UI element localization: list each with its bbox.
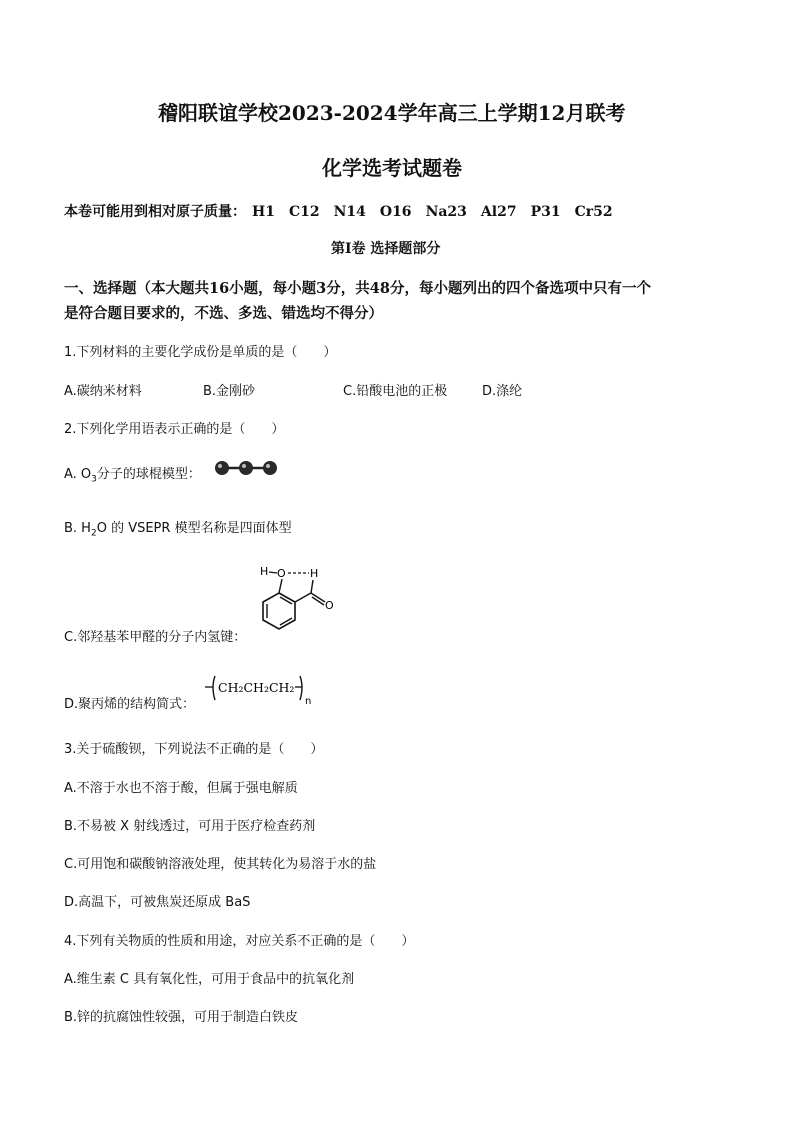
struct-o2-label: O	[325, 599, 334, 612]
ozone-ball-stick-model	[210, 459, 280, 479]
struct-o1-label: O	[277, 567, 286, 580]
mass-cr: Cr52	[574, 204, 613, 220]
q1-option-d: D.涤纶	[482, 384, 523, 399]
q1-option-c: C.铅酸电池的正极	[343, 384, 448, 399]
q2-a-pre: A. O	[64, 467, 92, 482]
atomic-mass-label: 本卷可能用到相对原子质量：	[64, 204, 246, 220]
q1-stem: 1.下列材料的主要化学成份是单质的是（ ）	[64, 345, 337, 360]
q4-option-b: B.锌的抗腐蚀性较强，可用于制造白铁皮	[64, 1010, 299, 1025]
struct-h1-label: H	[260, 565, 269, 578]
q2-option-a	[64, 463, 201, 485]
mass-n: N14	[333, 204, 366, 220]
mass-na: Na23	[425, 204, 467, 220]
q2-b-pre: B. H	[64, 521, 91, 536]
polypropylene-structure	[205, 673, 315, 705]
q2-stem: 2.下列化学用语表示正确的是（ ）	[64, 422, 285, 437]
q1-option-a: A.碳纳米材料	[64, 384, 142, 399]
q2-b-sub: 2	[90, 528, 97, 539]
q4-option-a: A.维生素 C 具有氧化性，可用于食品中的抗氧化剂	[64, 972, 355, 987]
polymer-unit-text: CH₂CH₂CH₂	[218, 680, 295, 695]
q4-stem: 4.下列有关物质的性质和用途，对应关系不正确的是（ ）	[64, 934, 415, 949]
mass-o: O16	[379, 204, 412, 220]
q3-option-b: B.不易被 X 射线透过，可用于医疗检查药剂	[64, 819, 316, 834]
q2-a-post: 分子的球棍模型：	[96, 467, 201, 482]
mass-h: H1	[252, 204, 275, 220]
mass-p: P31	[530, 204, 561, 220]
polymer-n: n	[305, 696, 312, 707]
q3-option-c: C.可用饱和碳酸钠溶液处理，使其转化为易溶于水的盐	[64, 857, 377, 872]
salicylaldehyde-hbond-structure	[255, 563, 345, 643]
q2-option-b	[64, 517, 292, 539]
section-instructions-line1: 一、选择题（本大题共16小题，每小题3分，共48分，每小题列出的四个备选项中只有一个	[64, 280, 651, 297]
struct-h2-label: H	[310, 567, 319, 580]
q3-option-d: D.高温下，可被焦炭还原成 BaS	[64, 895, 251, 910]
q2-option-d: D.聚丙烯的结构简式：	[64, 697, 196, 712]
q3-stem: 3.关于硫酸钡，下列说法不正确的是（ ）	[64, 742, 324, 757]
exam-subtitle: 化学选考试题卷	[322, 156, 462, 180]
q3-option-a: A.不溶于水也不溶于酸，但属于强电解质	[64, 781, 298, 796]
mass-al: Al27	[480, 204, 517, 220]
atomic-mass-line	[64, 201, 627, 221]
mass-c: C12	[288, 204, 320, 220]
part-title: 第Ⅰ卷 选择题部分	[331, 241, 441, 257]
q2-a-sub: 3	[91, 474, 97, 485]
section-instructions-line2: 是符合题目要求的，不选、多选、错选均不得分）	[64, 305, 383, 322]
exam-title: 稽阳联谊学校2023-2024学年高三上学期12月联考	[158, 101, 626, 125]
q2-option-c: C.邻羟基苯甲醛的分子内氢键：	[64, 630, 247, 645]
q1-option-b: B.金刚砂	[203, 384, 256, 399]
q2-b-post: O 的 VSEPR 模型名称是四面体型	[96, 521, 292, 536]
